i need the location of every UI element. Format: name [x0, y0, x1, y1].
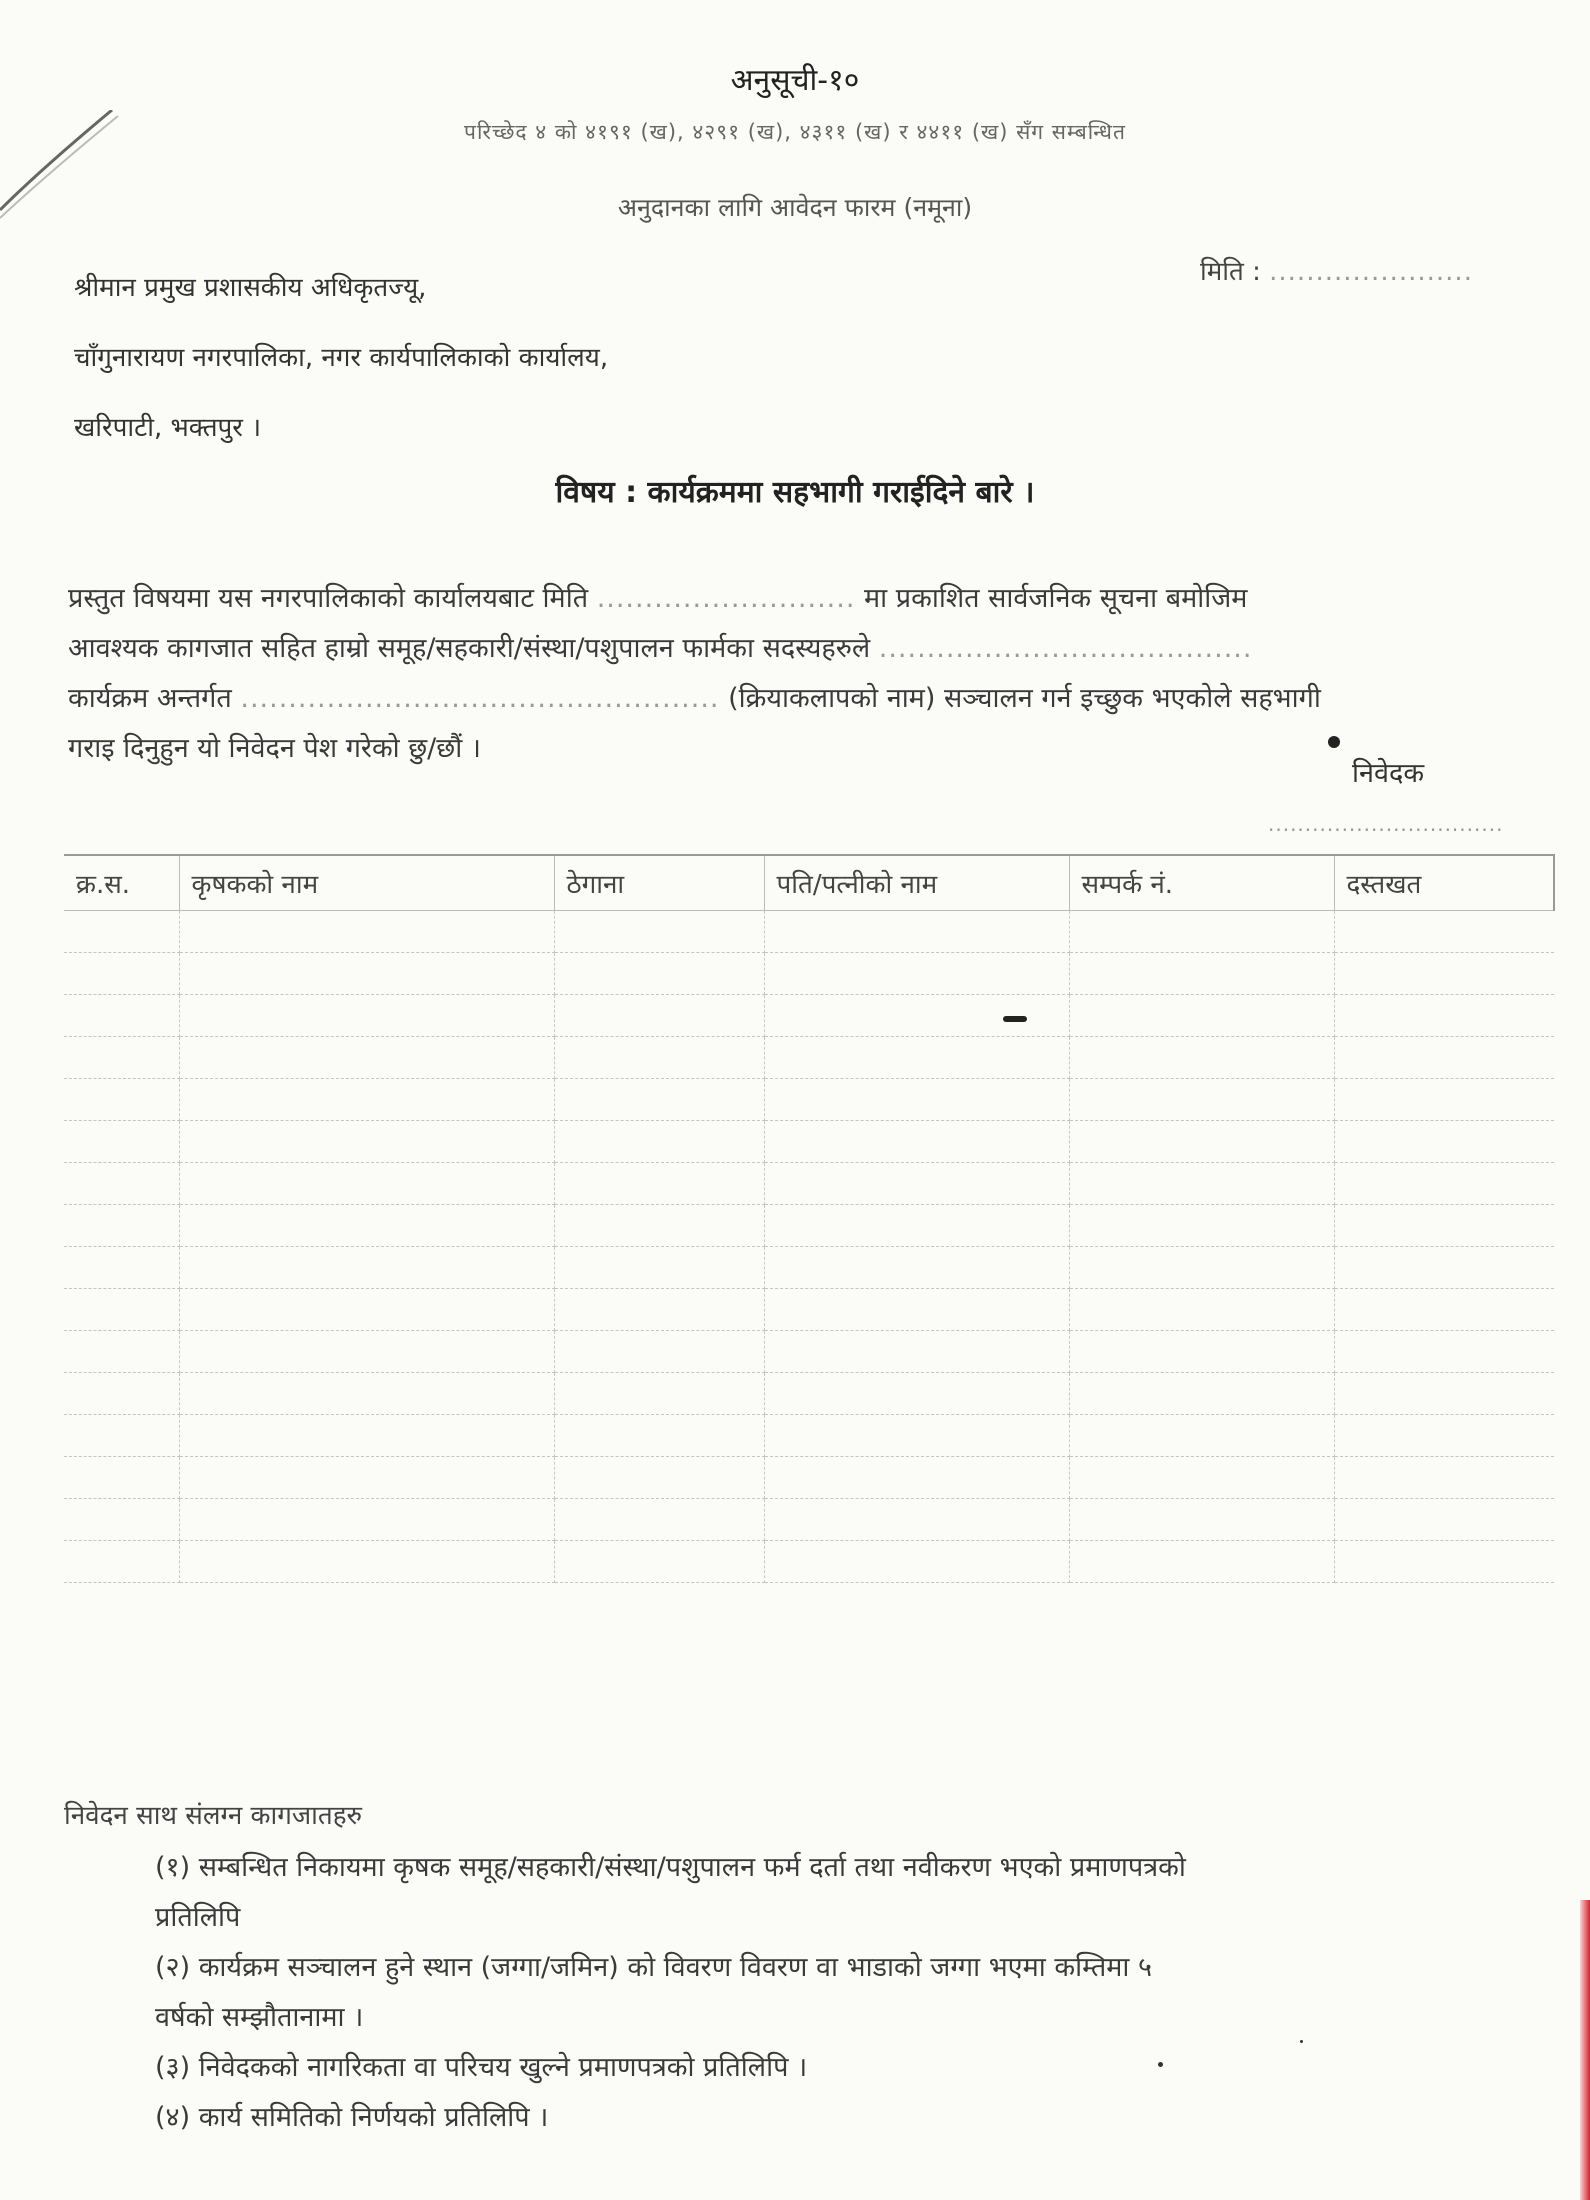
table-cell[interactable] — [554, 1247, 764, 1289]
table-cell[interactable] — [1069, 1499, 1334, 1541]
table-cell[interactable] — [1334, 1205, 1554, 1247]
column-header-farmer-name: कृषकको नाम — [179, 855, 554, 911]
table-cell[interactable] — [64, 1121, 179, 1163]
table-cell[interactable] — [1069, 1457, 1334, 1499]
table-cell[interactable] — [179, 953, 554, 995]
table-cell[interactable] — [764, 1415, 1069, 1457]
table-cell[interactable] — [554, 1541, 764, 1583]
table-cell[interactable] — [1069, 1331, 1334, 1373]
table-cell[interactable] — [1069, 1205, 1334, 1247]
table-cell[interactable] — [1069, 1289, 1334, 1331]
table-cell[interactable] — [1334, 1121, 1554, 1163]
table-cell[interactable] — [64, 1037, 179, 1079]
date-field[interactable] — [1200, 252, 1473, 288]
table-cell[interactable] — [554, 1499, 764, 1541]
table-cell[interactable] — [554, 1163, 764, 1205]
table-cell[interactable] — [1069, 1247, 1334, 1289]
table-row — [64, 1205, 1554, 1247]
table-cell[interactable] — [764, 1247, 1069, 1289]
table-row — [64, 953, 1554, 995]
table-cell[interactable] — [1069, 1079, 1334, 1121]
body-text: (क्रियाकलापको नाम) सञ्चालन गर्न इच्छुक भएकोले सहभागी — [728, 683, 1321, 714]
body-line-1 — [68, 578, 1247, 615]
body-text: प्रस्तुत विषयमा यस नगरपालिकाको कार्यालयबाट मिति — [68, 583, 589, 614]
column-header-serial: क्र.स. — [64, 855, 179, 911]
table-cell[interactable] — [554, 1457, 764, 1499]
table-cell[interactable] — [179, 1163, 554, 1205]
table-cell[interactable] — [764, 1205, 1069, 1247]
table-cell[interactable] — [764, 953, 1069, 995]
body-line-3 — [68, 678, 1321, 715]
table-cell[interactable] — [64, 1457, 179, 1499]
table-cell[interactable] — [179, 1079, 554, 1121]
table-cell[interactable] — [1069, 911, 1334, 953]
table-row — [64, 1079, 1554, 1121]
table-cell[interactable] — [1334, 911, 1554, 953]
addressee-line-1: श्रीमान प्रमुख प्रशासकीय अधिकृतज्यू, — [74, 273, 427, 303]
form-name: अनुदानका लागि आवेदन फारम (नमूना) — [617, 193, 973, 222]
table-cell[interactable] — [1334, 1037, 1554, 1079]
table-cell[interactable] — [1069, 1415, 1334, 1457]
table-cell[interactable] — [554, 1415, 764, 1457]
table-cell[interactable] — [179, 1415, 554, 1457]
table-cell[interactable] — [554, 911, 764, 953]
attachment-item-1-cont: प्रतिलिपि — [155, 1902, 241, 1933]
table-cell[interactable] — [1334, 1247, 1554, 1289]
date-label: मिति : — [1200, 257, 1261, 287]
table-cell[interactable] — [64, 1373, 179, 1415]
attachment-item-2: (२) कार्यक्रम सञ्चालन हुने स्थान (जग्गा/जमिन) को विवरण विवरण वा भाडाको जग्गा भएमा कम्तिमा ५ — [155, 1952, 1152, 1983]
body-text: मा प्रकाशित सार्वजनिक सूचना बमोजिम — [864, 583, 1248, 614]
table-cell[interactable] — [64, 1541, 179, 1583]
column-header-signature: दस्तखत — [1334, 855, 1554, 911]
body-text: कार्यक्रम अन्तर्गत — [68, 683, 232, 714]
table-cell[interactable] — [764, 1457, 1069, 1499]
activity-blank[interactable]: .................................................. — [240, 683, 720, 714]
table-cell[interactable] — [1069, 1373, 1334, 1415]
table-cell[interactable] — [554, 1121, 764, 1163]
table-cell[interactable] — [179, 1541, 554, 1583]
table-cell[interactable] — [1334, 1457, 1554, 1499]
table-cell[interactable] — [64, 953, 179, 995]
column-header-contact: सम्पर्क नं. — [1069, 855, 1334, 911]
table-row — [64, 1373, 1554, 1415]
table-cell[interactable] — [64, 1079, 179, 1121]
table-cell[interactable] — [1334, 953, 1554, 995]
table-cell[interactable] — [179, 1289, 554, 1331]
table-cell[interactable] — [1069, 995, 1334, 1037]
table-header-row — [64, 855, 1554, 911]
column-header-spouse-name: पति/पत्नीको नाम — [764, 855, 1069, 911]
table-cell[interactable] — [554, 1331, 764, 1373]
table-cell[interactable] — [1069, 1541, 1334, 1583]
table-row — [64, 1247, 1554, 1289]
body-text: आवश्यक कागजात सहित हाम्रो समूह/सहकारी/संस्था/पशुपालन फार्मका सदस्यहरुले — [68, 633, 871, 664]
attachments-heading: निवेदन साथ संलग्न कागजातहरु — [64, 1801, 363, 1831]
table-cell[interactable] — [1069, 953, 1334, 995]
member-table — [64, 854, 1555, 1583]
attachment-item-1: (१) सम्बन्धित निकायमा कृषक समूह/सहकारी/संस्था/पशुपालन फर्म दर्ता तथा नवीकरण भएको प्रमाणपत्रको — [155, 1852, 1186, 1883]
table-cell[interactable] — [1069, 1121, 1334, 1163]
table-row — [64, 1499, 1554, 1541]
addressee-line-3: खरिपाटी, भक्तपुर । — [74, 413, 262, 443]
table-cell[interactable] — [764, 1163, 1069, 1205]
schedule-reference: परिच्छेद ४ को ४१९१ (ख), ४२९१ (ख), ४३११ (ख) र ४४११ (ख) सँग सम्बन्धित — [464, 120, 1126, 144]
ink-dash — [1003, 1016, 1027, 1022]
table-cell[interactable] — [1334, 1079, 1554, 1121]
table-cell[interactable] — [1334, 1373, 1554, 1415]
table-cell[interactable] — [554, 1289, 764, 1331]
table-row — [64, 1037, 1554, 1079]
ink-dot — [1328, 736, 1340, 748]
table-cell[interactable] — [179, 995, 554, 1037]
ink-dot — [1158, 2062, 1163, 2067]
table-cell[interactable] — [1334, 1163, 1554, 1205]
table-cell[interactable] — [1069, 1163, 1334, 1205]
table-cell[interactable] — [179, 1499, 554, 1541]
table-cell[interactable] — [1334, 1541, 1554, 1583]
table-cell[interactable] — [764, 1037, 1069, 1079]
table-cell[interactable] — [64, 995, 179, 1037]
table-cell[interactable] — [64, 1499, 179, 1541]
table-cell[interactable] — [64, 1247, 179, 1289]
table-cell[interactable] — [1334, 995, 1554, 1037]
table-row — [64, 1457, 1554, 1499]
table-cell[interactable] — [64, 1289, 179, 1331]
table-cell[interactable] — [764, 1121, 1069, 1163]
table-cell[interactable] — [179, 1121, 554, 1163]
table-cell[interactable] — [64, 1331, 179, 1373]
table-cell[interactable] — [1334, 1415, 1554, 1457]
table-cell[interactable] — [554, 1373, 764, 1415]
table-cell[interactable] — [1069, 1037, 1334, 1079]
attachment-item-4: (४) कार्य समितिको निर्णयको प्रतिलिपि । — [155, 2102, 549, 2133]
subject-line: विषय : कार्यक्रममा सहभागी गराईदिने बारे । — [555, 475, 1035, 510]
table-cell[interactable] — [764, 1289, 1069, 1331]
table-row — [64, 1331, 1554, 1373]
table-cell[interactable] — [554, 1037, 764, 1079]
table-row — [64, 1289, 1554, 1331]
table-cell[interactable] — [554, 995, 764, 1037]
body-line-2 — [68, 628, 1252, 665]
table-cell[interactable] — [64, 911, 179, 953]
table-row — [64, 1541, 1554, 1583]
table-cell[interactable] — [764, 1079, 1069, 1121]
attachment-item-2-cont: वर्षको सम्झौतानामा । — [155, 2002, 364, 2033]
table-body — [64, 911, 1554, 1583]
table-row — [64, 995, 1554, 1037]
addressee-line-2: चाँगुनारायण नगरपालिका, नगर कार्यपालिकाको कार्यालय, — [74, 343, 609, 373]
table-cell[interactable] — [64, 1415, 179, 1457]
scan-edge — [1580, 1900, 1590, 2200]
table-cell[interactable] — [179, 1373, 554, 1415]
table-cell[interactable] — [179, 1331, 554, 1373]
table-row — [64, 1121, 1554, 1163]
table-cell[interactable] — [764, 1499, 1069, 1541]
table-cell[interactable] — [64, 1205, 179, 1247]
table-cell[interactable] — [764, 1373, 1069, 1415]
ink-dot — [1300, 2040, 1303, 2043]
table-cell[interactable] — [764, 1541, 1069, 1583]
table-cell[interactable] — [179, 1205, 554, 1247]
table-cell[interactable] — [1334, 1331, 1554, 1373]
column-header-address: ठेगाना — [554, 855, 764, 911]
applicant-signature-line[interactable]: ................................ — [1268, 812, 1504, 836]
members-blank[interactable]: ....................................... — [878, 633, 1253, 664]
table-cell[interactable] — [179, 1247, 554, 1289]
table-cell[interactable] — [764, 911, 1069, 953]
schedule-title: अनुसूची-१० — [730, 63, 860, 98]
table-cell[interactable] — [554, 1205, 764, 1247]
table-row — [64, 911, 1554, 953]
table-row — [64, 1163, 1554, 1205]
notice-date-blank[interactable]: ........................... — [596, 583, 856, 614]
body-line-4: गराइ दिनुहुन यो निवेदन पेश गरेको छु/छौं । — [68, 733, 482, 764]
applicant-label: निवेदक — [1352, 758, 1425, 789]
table-cell[interactable] — [64, 1163, 179, 1205]
table-cell[interactable] — [764, 1331, 1069, 1373]
table-cell[interactable] — [179, 1457, 554, 1499]
table-cell[interactable] — [554, 953, 764, 995]
table-cell[interactable] — [554, 1079, 764, 1121]
table-cell[interactable] — [1334, 1289, 1554, 1331]
table-row — [64, 1415, 1554, 1457]
table-cell[interactable] — [179, 911, 554, 953]
date-blank[interactable]: ...................... — [1269, 257, 1473, 287]
attachment-item-3: (३) निवेदकको नागरिकता वा परिचय खुल्ने प्रमाणपत्रको प्रतिलिपि । — [155, 2052, 808, 2083]
table-cell[interactable] — [1334, 1499, 1554, 1541]
table-cell[interactable] — [179, 1037, 554, 1079]
